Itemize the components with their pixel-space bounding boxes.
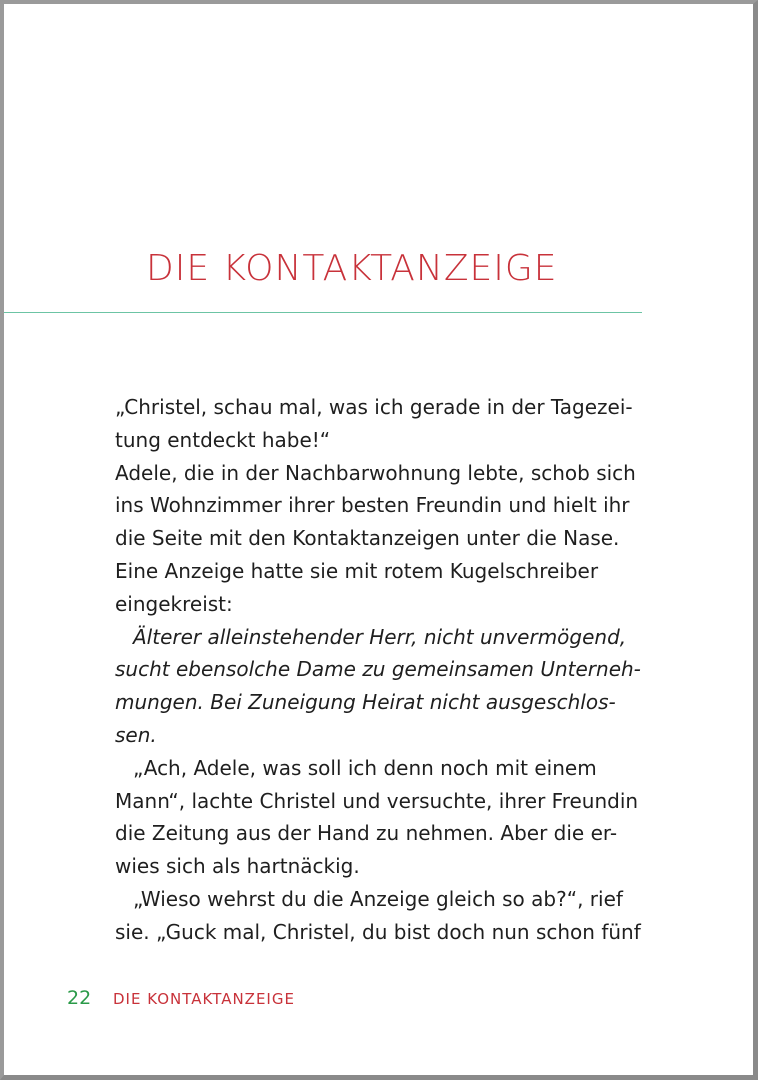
title-divider <box>4 312 642 313</box>
text-line: „Ach, Adele, was soll ich denn noch mit einem <box>133 755 597 780</box>
text-line: „Christel, schau mal, was ich gerade in der Tagezei- <box>115 395 633 419</box>
text-line: ins Wohnzimmer ihrer besten Freundin und hielt ihr <box>115 493 630 518</box>
page-number: 22 <box>67 987 92 1009</box>
text-line: eingekreist: <box>115 591 233 616</box>
ad-quote-line: Älterer alleinstehender Herr, nicht unvermögend, <box>133 624 627 649</box>
ad-quote-line: sucht ebensolche Dame zu gemeinsamen Unterneh- <box>115 657 641 682</box>
ad-quote-line: mungen. Bei Zuneigung Heirat nicht ausgeschlos- <box>115 690 616 715</box>
body-text <box>115 391 643 949</box>
text-line: Adele, die in der Nachbarwohnung lebte, schob sich <box>115 460 636 485</box>
text-line: sie. „Guck mal, Christel, du bist doch nun schon fünf <box>115 919 641 944</box>
text-line: die Zeitung aus der Hand zu nehmen. Aber die er- <box>115 821 618 846</box>
ad-quote-line: sen. <box>115 722 157 747</box>
text-line: tung entdeckt habe!“ <box>115 427 331 452</box>
text-line: „Wieso wehrst du die Anzeige gleich so ab?“, rief <box>133 886 623 911</box>
text-line: wies sich als hartnäckig. <box>115 854 360 879</box>
text-line: Eine Anzeige hatte sie mit rotem Kugelschreiber <box>115 558 599 583</box>
running-head: DIE KONTAKTANZEIGE <box>113 990 295 1008</box>
text-line: Mann“, lachte Christel und versuchte, ihrer Freundin <box>115 788 639 813</box>
chapter-title: DIE KONTAKTANZEIGE <box>146 248 558 289</box>
text-line: die Seite mit den Kontaktanzeigen unter die Nase. <box>115 526 620 551</box>
